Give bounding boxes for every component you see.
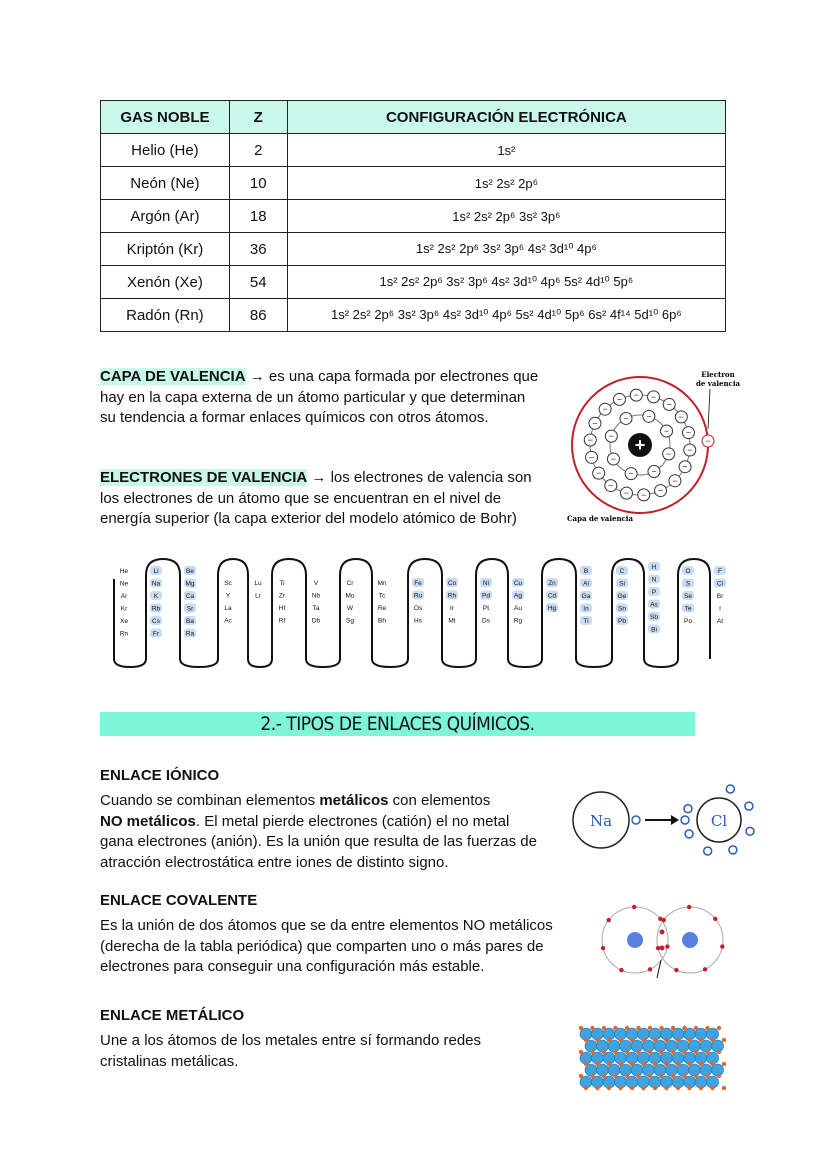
capa-valencia-paragraph (100, 367, 540, 429)
free-electron (676, 1062, 680, 1066)
ionic-bond-figure (565, 775, 765, 865)
element-symbol: Ni (482, 580, 490, 587)
free-electron (705, 1074, 709, 1078)
free-electron (636, 1026, 640, 1030)
free-electron (699, 1038, 703, 1042)
periodic-chain-figure (108, 555, 728, 670)
free-electron (618, 1062, 622, 1066)
element-symbol: Bi (651, 626, 657, 634)
gas-z: 10 (229, 167, 287, 200)
free-electron (590, 1074, 594, 1078)
element-symbol: Au (514, 605, 522, 612)
electrones-valencia-term: ELECTRONES DE VALENCIA (100, 469, 308, 486)
ionico-paragraph (100, 791, 540, 873)
element-symbol: Tl (583, 618, 589, 625)
element-symbol: Fe (414, 580, 422, 587)
header-z: Z (229, 101, 287, 134)
element-symbol: Cd (547, 592, 557, 600)
covalente-paragraph: Es la unión de dos átomos que se da entre elementos NO metálicos (derecha de la tabla periódica) que comparten uno o más pares de electrones para conseguir una configuración más estable. (100, 917, 553, 975)
element-symbol: Zn (548, 580, 556, 587)
table-row (101, 167, 726, 200)
element-symbol: Mo (345, 592, 355, 600)
electron-sign: − (623, 488, 630, 499)
element-symbol: Re (377, 605, 387, 612)
element-symbol: Co (447, 580, 457, 587)
electrones-valencia-paragraph (100, 468, 550, 530)
element-symbol: Hf (278, 605, 286, 612)
gas-z: 18 (229, 200, 287, 233)
free-electron (602, 1074, 606, 1078)
element-symbol: Ge (617, 593, 627, 600)
free-electron (705, 1026, 709, 1030)
electron-sign: − (596, 468, 602, 479)
electron-sign: − (687, 444, 693, 455)
na-symbol: Na (589, 812, 613, 830)
element-symbol: Lu (254, 580, 262, 587)
free-electron (595, 1062, 599, 1066)
gas-name: Argón (Ar) (101, 200, 230, 233)
free-electron (722, 1062, 726, 1066)
chain-labels (120, 562, 726, 638)
element-symbol: Cu (513, 580, 523, 587)
element-symbol: Sb (650, 614, 658, 621)
electron-sign: − (587, 435, 593, 446)
capa-valencia-text: → es una capa formada por electrones que hay en la capa externa de un átomo particular y que determinan su tendencia a formar enlaces químicos con otros átomos. (100, 368, 539, 426)
gained-electron (681, 816, 689, 824)
electrones-valencia-text: → los electrones de valencia son los electrones de un átomo que se encuentran en el nivel de energía superior (la capa exterior del modelo atómico de Bohr) (100, 469, 532, 527)
free-electron (682, 1074, 686, 1078)
capa-valencia-term: CAPA DE VALENCIA (100, 368, 246, 385)
free-electron (584, 1038, 588, 1042)
header-gas: GAS NOBLE (101, 101, 230, 134)
table-row (101, 200, 726, 233)
electron-sign: − (610, 453, 617, 464)
gas-config: 1s² 2s² 2p⁶ 3s² 3p⁶ (287, 200, 725, 233)
table-row (101, 299, 726, 332)
table-row (101, 266, 726, 299)
element-symbol: Fr (152, 630, 160, 638)
free-electron (722, 1086, 726, 1090)
free-electron (664, 1086, 668, 1090)
element-symbol: C (619, 568, 625, 575)
element-symbol: Se (684, 593, 692, 600)
electron-sign: − (592, 418, 598, 429)
element-symbol: Sc (224, 580, 232, 587)
free-electron (579, 1074, 583, 1078)
free-electron (671, 1026, 675, 1030)
element-symbol: Bh (378, 617, 386, 625)
electron-sign: − (685, 427, 692, 438)
shell-electron (713, 917, 717, 921)
free-electron (710, 1062, 714, 1066)
free-electron (653, 1086, 657, 1090)
element-symbol: Tc (378, 592, 386, 600)
element-symbol: Po (684, 618, 692, 625)
electron-sign: − (666, 448, 672, 459)
element-symbol: H (651, 564, 657, 571)
electron-sign: − (650, 391, 657, 402)
electron-sign: − (588, 452, 595, 463)
gas-config: 1s² 2s² 2p⁶ (287, 167, 725, 200)
shared-electron (660, 946, 665, 951)
element-symbol: P (651, 589, 657, 596)
table-row (101, 233, 726, 266)
element-symbol: Pd (482, 592, 490, 600)
electron-label-2: de valencia (695, 379, 741, 388)
gas-config: 1s² 2s² 2p⁶ 3s² 3p⁶ 4s² 3d¹⁰ 4p⁶ (287, 233, 725, 266)
element-symbol: Nb (311, 592, 321, 600)
free-electron (607, 1062, 611, 1066)
chain-line (114, 559, 710, 667)
electron-sign: − (705, 436, 711, 446)
free-electron (590, 1050, 594, 1054)
element-symbol: In (583, 605, 589, 613)
gas-config: 1s² 2s² 2p⁶ 3s² 3p⁶ 4s² 3d¹⁰ 4p⁶ 5s² 4d¹⁰ 5p⁶ 6s² 4f¹⁴ 5d¹⁰ 6p⁶ (287, 299, 725, 332)
metallic-lattice-figure (572, 1020, 732, 1100)
electron-sign: − (651, 466, 657, 477)
free-electron (641, 1062, 645, 1066)
free-electron (579, 1050, 583, 1054)
free-electron (659, 1026, 663, 1030)
element-symbol: S (685, 580, 691, 588)
free-electron (717, 1050, 721, 1054)
element-symbol: Pb (618, 618, 626, 625)
free-electron (584, 1086, 588, 1090)
element-symbol: Ac (224, 617, 232, 625)
element-symbol: Hs (414, 617, 422, 625)
element-symbol: Ga (581, 593, 591, 600)
free-electron (602, 1026, 606, 1030)
covalent-bond-figure (595, 902, 735, 982)
electron-sign: − (646, 411, 652, 422)
free-electron (590, 1026, 594, 1030)
element-symbol: Sn (618, 605, 626, 613)
ionico-bold-1: metálicos (319, 792, 389, 809)
gas-name: Helio (He) (101, 134, 230, 167)
free-electron (595, 1086, 599, 1090)
gas-config: 1s² (287, 134, 725, 167)
free-electron (636, 1074, 640, 1078)
gas-name: Neón (Ne) (101, 167, 230, 200)
element-symbol: Rh (447, 592, 457, 600)
free-electron (625, 1050, 629, 1054)
free-electron (618, 1086, 622, 1090)
free-electron (607, 1086, 611, 1090)
free-electron (595, 1038, 599, 1042)
ionico-bold-2: NO metálicos (100, 812, 196, 830)
gas-z: 54 (229, 266, 287, 299)
free-electron (584, 1062, 588, 1066)
gas-name: Xenón (Xe) (101, 266, 230, 299)
covalente-heading: ENLACE COVALENTE (100, 892, 258, 909)
shell-electron (720, 944, 724, 948)
covalent-electrons (601, 905, 725, 972)
element-symbol: W (346, 605, 354, 612)
element-symbol: Pt (482, 605, 490, 612)
free-electron (630, 1086, 634, 1090)
element-symbol: Cr (346, 580, 354, 587)
lattice-group (579, 1026, 726, 1090)
free-electron (682, 1026, 686, 1030)
element-symbol: Rf (278, 617, 286, 625)
free-electron (687, 1062, 691, 1066)
cl-electron (729, 846, 737, 854)
gas-name: Kriptón (Kr) (101, 233, 230, 266)
element-symbol: At (716, 618, 724, 625)
free-electron (636, 1050, 640, 1054)
section-title: 2.- TIPOS DE ENLACES QUÍMICOS. (100, 712, 695, 736)
free-electron (630, 1062, 634, 1066)
metalico-paragraph: Une a los átomos de los metales entre sí formando redes cristalinas metálicas. (100, 1032, 482, 1070)
element-symbol: K (153, 593, 159, 600)
electron-sign: − (608, 431, 614, 442)
free-electron (687, 1086, 691, 1090)
electron-sign: − (628, 468, 634, 479)
shell-electron (703, 967, 707, 971)
element-symbol: Hg (547, 605, 557, 612)
free-electron (579, 1026, 583, 1030)
gas-z: 86 (229, 299, 287, 332)
free-electron (710, 1086, 714, 1090)
capa-label: Capa de valencia (566, 514, 634, 523)
element-symbol: Mg (185, 580, 195, 588)
gas-config: 1s² 2s² 2p⁶ 3s² 3p⁶ 4s² 3d¹⁰ 4p⁶ 5s² 4d¹⁰ 5p⁶ (287, 266, 725, 299)
element-symbol: Rb (151, 605, 161, 613)
free-electron (705, 1050, 709, 1054)
electron-sign: − (657, 485, 664, 496)
element-symbol: Br (716, 593, 724, 600)
element-symbol: Sr (186, 605, 194, 613)
free-electron (694, 1026, 698, 1030)
gas-name: Radón (Rn) (101, 299, 230, 332)
table-row (101, 134, 726, 167)
cl-electron (685, 830, 693, 838)
element-symbol: Ru (413, 592, 423, 600)
ionico-text-3: . El metal pierde electrones (catión) el no metal gana electrones (anión). Es la unión que resulta de las fuerzas de atracción electrostática entre iones de distinto signo. (100, 812, 537, 871)
element-symbol: Ca (185, 593, 195, 600)
electron-sign: − (672, 475, 678, 486)
free-electron (618, 1038, 622, 1042)
electron-label-1: Electron (701, 370, 735, 379)
bohr-atom-figure (560, 365, 750, 525)
shell-electron (632, 905, 636, 909)
gas-z: 36 (229, 233, 287, 266)
element-symbol: Os (413, 605, 423, 612)
element-symbol: Sg (346, 617, 354, 625)
element-symbol: Li (153, 568, 159, 575)
free-electron (659, 1074, 663, 1078)
cl-electron (684, 805, 692, 813)
element-symbol: F (718, 568, 722, 575)
free-electron (694, 1050, 698, 1054)
ionico-text-2: con elementos (388, 792, 491, 809)
element-symbol: Te (684, 605, 692, 613)
electron-sign: − (682, 461, 688, 472)
element-symbol: Ra (185, 630, 195, 638)
free-electron (607, 1038, 611, 1042)
element-symbol: Na (151, 580, 161, 588)
free-electron (659, 1050, 663, 1054)
electron-sign: − (641, 489, 647, 500)
free-electron (630, 1038, 634, 1042)
free-electron (625, 1074, 629, 1078)
electron-sign: − (616, 394, 623, 405)
nucleus-left (627, 932, 643, 948)
shell-electron (665, 944, 669, 948)
electron-sign: − (663, 426, 670, 437)
element-symbol: Cs (152, 618, 160, 625)
free-electron (676, 1086, 680, 1090)
element-symbol: Ti (279, 580, 285, 587)
free-electron (648, 1050, 652, 1054)
electron-sign: − (678, 411, 684, 422)
shell-electron (601, 946, 605, 950)
ionico-heading: ENLACE IÓNICO (100, 767, 220, 784)
element-symbol: Si (619, 580, 625, 588)
gas-z: 2 (229, 134, 287, 167)
element-symbol: La (224, 605, 232, 612)
nucleus-symbol: + (634, 435, 646, 455)
free-electron (648, 1026, 652, 1030)
element-symbol: Rn (119, 630, 129, 638)
free-electron (648, 1074, 652, 1078)
noble-gas-table (100, 100, 726, 332)
free-electron (602, 1050, 606, 1054)
free-electron (671, 1050, 675, 1054)
free-electron (676, 1038, 680, 1042)
table-header-row (101, 101, 726, 134)
free-electron (671, 1074, 675, 1078)
metalico-heading: ENLACE METÁLICO (100, 1007, 245, 1024)
element-symbol: Cl (716, 580, 724, 588)
element-symbol: Be (186, 568, 194, 575)
free-electron (664, 1038, 668, 1042)
element-symbol: Zr (278, 592, 286, 600)
free-electron (699, 1062, 703, 1066)
electron-sign: − (602, 404, 608, 415)
free-electron (682, 1050, 686, 1054)
free-electron (613, 1050, 617, 1054)
element-symbol: Db (311, 617, 321, 625)
free-electron (717, 1074, 721, 1078)
element-symbol: Mn (377, 580, 387, 587)
element-symbol: Kr (120, 605, 128, 613)
element-symbol: Ir (450, 605, 454, 612)
free-electron (613, 1026, 617, 1030)
element-symbol: Ba (186, 618, 194, 625)
element-symbol: Ds (482, 617, 490, 625)
free-electron (653, 1062, 657, 1066)
element-symbol: Ne (119, 580, 129, 588)
header-config: CONFIGURACIÓN ELECTRÓNICA (287, 101, 725, 134)
element-symbol: Rg (513, 617, 523, 625)
element-symbol: V (313, 580, 319, 587)
cl-symbol: Cl (710, 812, 728, 830)
free-electron (641, 1038, 645, 1042)
ionico-text-1: Cuando se combinan elementos (100, 792, 320, 809)
element-symbol: I (719, 605, 721, 613)
shared-electron (660, 930, 665, 935)
free-electron (717, 1026, 721, 1030)
free-electron (641, 1086, 645, 1090)
shell-electron (607, 918, 611, 922)
cl-electron (704, 847, 712, 855)
cl-electron (746, 827, 754, 835)
element-symbol: B (583, 568, 589, 575)
element-symbol: He (119, 568, 129, 575)
electron-sign: − (633, 390, 639, 401)
element-symbol: Y (225, 592, 231, 600)
free-electron (699, 1086, 703, 1090)
free-electron (653, 1038, 657, 1042)
shell-electron (662, 918, 666, 922)
element-symbol: Lr (255, 592, 261, 600)
transfer-electron (632, 816, 640, 824)
free-electron (710, 1038, 714, 1042)
free-electron (625, 1026, 629, 1030)
nucleus-right (682, 932, 698, 948)
element-symbol: As (650, 601, 658, 609)
element-symbol: Ag (514, 592, 522, 600)
free-electron (687, 1038, 691, 1042)
cl-electron (745, 802, 753, 810)
electron-sign: − (608, 480, 614, 491)
element-symbol: Mt (448, 617, 456, 625)
element-symbol: Ar (120, 593, 128, 600)
electron-sign: − (666, 399, 672, 410)
shell-electron (648, 967, 652, 971)
cl-electron (726, 785, 734, 793)
free-electron (613, 1074, 617, 1078)
shell-electron (687, 905, 691, 909)
shell-electron (619, 968, 623, 972)
shell-electron (674, 968, 678, 972)
element-symbol: Xe (120, 618, 128, 625)
free-electron (694, 1074, 698, 1078)
free-electron (722, 1038, 726, 1042)
free-electron (664, 1062, 668, 1066)
element-symbol: N (651, 576, 657, 584)
electron-sign: − (623, 413, 629, 424)
element-symbol: Ta (312, 605, 320, 612)
arrow-head (671, 815, 679, 825)
element-symbol: O (685, 568, 691, 575)
element-symbol: Al (583, 580, 589, 588)
label-pointer (708, 389, 710, 429)
